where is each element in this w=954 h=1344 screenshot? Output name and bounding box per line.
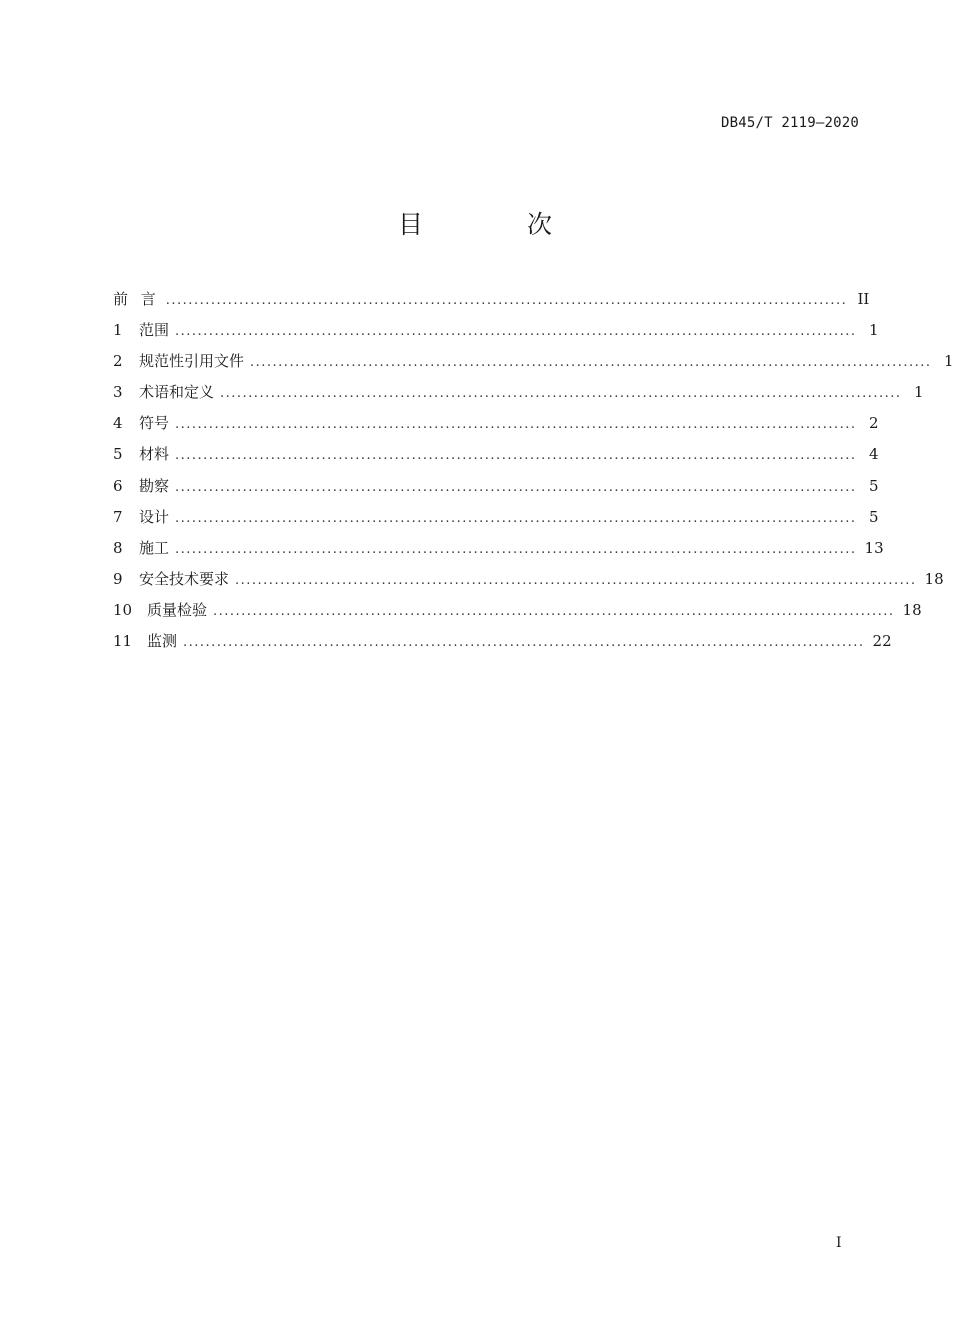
toc-dot-leader: ......................................................................................................................... [213,603,895,619]
toc-entry-number: 3 [113,383,123,402]
toc-entry-11[interactable] [113,626,892,657]
toc-entry-label: 前 言 [113,290,160,308]
toc-entry-number: 7 [113,507,123,526]
toc-entry-label: 术语和定义 [139,383,215,402]
toc-entry-number: 1 [113,321,123,340]
toc-entry-foreword[interactable] [113,284,870,315]
toc-entry-page: 18 [924,569,944,588]
toc-dot-leader: ......................................................................................................................... [175,417,857,433]
toc-entry-page: 13 [864,538,884,557]
toc-entry-label: 监测 [147,632,178,651]
toc-entry-page: 5 [868,476,879,495]
toc-entry-label: 勘察 [139,476,170,495]
toc-entry-page: 22 [872,632,892,651]
toc-dot-leader: ......................................................................................................................... [175,510,857,526]
toc-entry-label: 范围 [139,321,170,340]
toc-entry-page: 1 [913,383,924,402]
toc-entry-label: 设计 [139,507,170,526]
toc-entry-label: 规范性引用文件 [139,352,245,371]
toc-entry-page: 18 [902,600,922,619]
toc-dot-leader: ......................................................................................................................... [220,386,902,402]
toc-entry-label: 符号 [139,414,170,433]
toc-entry-label: 施工 [139,538,170,557]
toc-entry-4[interactable] [113,408,879,439]
toc-entry-page: 1 [943,352,954,371]
toc-entry-2[interactable] [113,346,954,377]
toc-entry-number: 4 [113,414,123,433]
toc-entry-number: 5 [113,445,123,464]
toc-entry-number: 11 [113,632,133,651]
toc-entry-number: 8 [113,538,123,557]
toc-dot-leader: ......................................................................................................................... [183,635,865,651]
toc-entry-page: 1 [868,321,879,340]
toc-dot-leader: ......................................................................................................................... [250,355,932,371]
toc-entry-number: 2 [113,352,123,371]
toc-entry-7[interactable] [113,502,879,533]
toc-dot-leader: ......................................................................................................................... [165,293,848,308]
toc-dot-leader: ......................................................................................................................... [175,541,857,557]
toc-entry-1[interactable] [113,315,879,346]
toc-entry-page: 2 [868,414,879,433]
toc-dot-leader: ......................................................................................................................... [175,448,857,464]
toc-entry-page: 5 [868,507,879,526]
toc-entry-label: 质量检验 [147,600,208,619]
toc-dot-leader: ......................................................................................................................... [175,324,857,340]
standard-code: DB45/T 2119—2020 [720,115,859,131]
toc-entry-10[interactable] [113,595,922,626]
toc-entry-6[interactable] [113,471,879,502]
toc-entry-number: 6 [113,476,123,495]
page-number: I [836,1235,842,1251]
toc-entry-label: 安全技术要求 [139,569,230,588]
toc-dot-leader: ......................................................................................................................... [235,572,917,588]
table-of-contents [113,284,954,657]
toc-dot-leader: ......................................................................................................................... [175,479,857,495]
toc-entry-page: II [857,290,870,308]
toc-entry-9[interactable] [113,564,944,595]
toc-entry-5[interactable] [113,439,879,470]
toc-entry-number: 10 [113,600,133,619]
toc-entry-label: 材料 [139,445,170,464]
toc-entry-3[interactable] [113,377,924,408]
toc-entry-number: 9 [113,569,123,588]
page-title: 目 次 [398,210,600,239]
toc-entry-page: 4 [868,445,879,464]
toc-entry-8[interactable] [113,533,884,564]
